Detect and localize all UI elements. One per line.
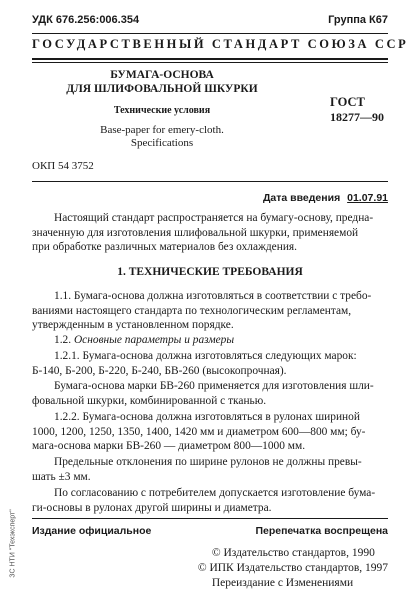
text-line: Б-140, Б-200, Б-220, Б-240, БВ-260 (высокопрочная).	[32, 364, 287, 377]
header-rule-bottom-thick	[32, 58, 388, 60]
copyright-2: © ИПК Издательство стандартов, 1997	[197, 562, 388, 574]
standard-title: ГОСУДАРСТВЕННЫЙ СТАНДАРТ СОЮЗА ССР	[32, 37, 409, 51]
text-line: при обработке различных материалов без охлаждения.	[32, 241, 298, 254]
deviation-paragraph	[32, 455, 388, 484]
date-intro-value: 01.07.91	[347, 192, 388, 204]
clause-1-2-heading	[32, 333, 388, 348]
official-edition: Издание официальное	[32, 525, 152, 537]
reissue-note: Переиздание с Изменениями	[211, 577, 354, 589]
gost-number: 18277—90	[330, 110, 384, 124]
intro-paragraph	[32, 211, 388, 255]
text-line: Предельные отклонения по ширине рулонов не должны превы-	[54, 456, 362, 468]
title-line-1: БУМАГА-ОСНОВА	[110, 69, 214, 81]
udk-code: УДК 676.256:006.354	[32, 14, 140, 26]
text-line: мага-основа марки БВ-260 — диаметром 800—1000 мм.	[32, 440, 306, 453]
text-line: Бумага-основа марки БВ-260 применяется для изготовления шли-	[54, 380, 374, 392]
text-line: По согласованию с потребителем допускается изготовление бума-	[54, 487, 376, 499]
gost-label: ГОСТ	[330, 95, 365, 109]
copyright-block	[198, 546, 388, 591]
clause-1-2-2	[32, 410, 388, 454]
subtitle: Технические условия	[113, 105, 211, 116]
header-rule-top	[32, 33, 388, 34]
text-line: ги-основы в рулонах другой ширины и диаметра.	[32, 501, 272, 514]
agreement-paragraph	[32, 486, 388, 515]
title-block	[32, 68, 292, 150]
watermark: ЗС НТИ "Техэксперт"	[9, 509, 17, 578]
copyright-1: © Издательство стандартов, 1990	[211, 547, 375, 559]
okp-code: ОКП 54 3752	[32, 160, 94, 172]
clause-1-2-1	[32, 349, 388, 378]
text-line: ваниями настоящего стандарта по технологическим регламентам,	[32, 304, 352, 317]
date-intro	[263, 192, 388, 204]
text-line: 1000, 1200, 1250, 1350, 1400, 1420 мм и диаметром 600—800 мм; бу-	[32, 425, 366, 438]
group-code: Группа К67	[328, 14, 388, 26]
clause-1-2	[32, 333, 388, 348]
english-title-line-2: Specifications	[130, 137, 194, 149]
text-line: фовальной шкурки, комбинированной с тканью.	[32, 394, 267, 407]
reprint-notice: Перепечатка воспрещена	[255, 525, 388, 537]
title-block-rule	[32, 181, 388, 182]
text-line: значенную для изготовления шлифовальной шкурки, применяемой	[32, 226, 359, 239]
bv260-paragraph	[32, 379, 388, 408]
text-line: 1.1. Бумага-основа должна изготовляться в соответствии с требо-	[54, 290, 372, 302]
clause-1-2-number: 1.2.	[54, 334, 72, 346]
title-line-2: ДЛЯ ШЛИФОВАЛЬНОЙ ШКУРКИ	[66, 83, 258, 95]
date-intro-label: Дата введения	[262, 192, 341, 204]
english-title-line-1: Base-paper for emery-cloth.	[100, 124, 224, 136]
footer-rule	[32, 518, 388, 519]
clause-1-1	[32, 289, 388, 333]
text-line: утвержденным в установленном порядке.	[32, 319, 234, 332]
clause-1-2-title: Основные параметры и размеры	[73, 334, 235, 346]
section-heading: 1. ТЕХНИЧЕСКИЕ ТРЕБОВАНИЯ	[117, 266, 303, 278]
text-line: 1.2.1. Бумага-основа должна изготовляться следующих марок:	[54, 350, 357, 362]
text-line: 1.2.2. Бумага-основа должна изготовляться в рулонах шириной	[54, 411, 360, 423]
text-line: шать ±3 мм.	[32, 470, 91, 483]
text-line: Настоящий стандарт распространяется на бумагу-основу, предна-	[54, 212, 374, 224]
header-rule-bottom-thin	[32, 62, 388, 63]
